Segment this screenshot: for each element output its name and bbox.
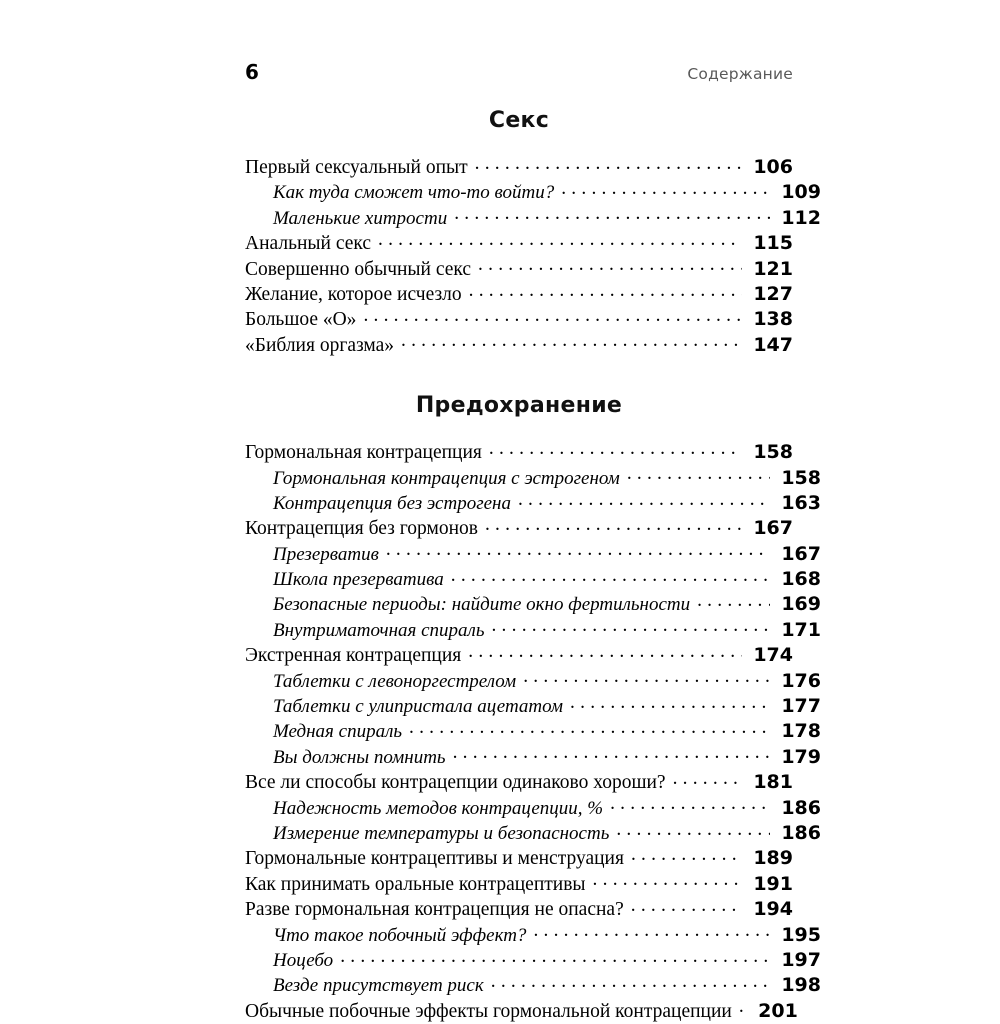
toc-entry-label: Обычные побочные эффекты гормональной контрацепции xyxy=(245,1000,732,1022)
dot-leader xyxy=(386,541,770,560)
toc-entry-page-number: 191 xyxy=(753,872,793,895)
dot-leader xyxy=(451,566,770,585)
toc-entry-label: Надежность методов контрацепции, % xyxy=(273,797,604,819)
dot-leader xyxy=(469,281,742,300)
toc-entry[interactable] xyxy=(245,332,793,357)
toc-entry-page-number: 171 xyxy=(781,618,821,641)
toc-entry-label: Внутриматочная спираль xyxy=(273,619,485,641)
toc-entry-page-number: 109 xyxy=(781,181,821,204)
dot-leader xyxy=(610,795,770,814)
dot-leader xyxy=(489,439,742,458)
toc-entry-label: Ноцебо xyxy=(273,949,334,971)
dot-leader xyxy=(631,845,742,864)
toc-entry[interactable] xyxy=(245,998,798,1023)
toc-entry-page-number: 158 xyxy=(781,466,821,489)
toc-entry-page-number: 163 xyxy=(781,491,821,514)
dot-leader xyxy=(593,871,742,890)
toc-entry-label: Анальный секс xyxy=(245,233,372,255)
toc-entry-label: Гормональная контрацепция с эстрогеном xyxy=(273,467,620,489)
toc-entry-page-number: 147 xyxy=(753,333,793,356)
toc-entry-page-number: 194 xyxy=(753,898,793,921)
dot-leader xyxy=(616,820,770,839)
dot-leader xyxy=(454,205,770,224)
toc-entry-page-number: 168 xyxy=(781,568,821,591)
toc-entry-label: Школа презерватива xyxy=(273,569,444,591)
toc-entry-page-number: 201 xyxy=(758,999,798,1022)
dot-leader xyxy=(475,154,742,173)
toc-body xyxy=(245,104,821,1023)
toc-entry-page-number: 186 xyxy=(781,796,821,819)
toc-entry-page-number: 189 xyxy=(753,847,793,870)
toc-entry-label: Таблетки с улипристала ацетатом xyxy=(273,696,564,718)
toc-entry-page-number: 186 xyxy=(781,821,821,844)
dot-leader xyxy=(491,617,770,636)
toc-entry-page-number: 158 xyxy=(753,441,793,464)
toc-entry-label: Совершенно обычный секс xyxy=(245,258,472,280)
dot-leader xyxy=(453,744,770,763)
dot-leader xyxy=(627,465,770,484)
toc-entry-label: Безопасные периоды: найдите окно фертильности xyxy=(273,594,691,616)
toc-entry-label: Разве гормональная контрацепция не опасна? xyxy=(245,899,624,921)
toc-entry-label: Большое «О» xyxy=(245,309,357,331)
toc-entry-label: Что такое побочный эффект? xyxy=(273,924,527,946)
dot-leader xyxy=(478,256,742,275)
dot-leader xyxy=(673,769,742,788)
toc-entry-page-number: 115 xyxy=(753,232,793,255)
toc-entry-label: Первый сексуальный опыт xyxy=(245,157,468,178)
page-number: 6 xyxy=(245,60,259,84)
toc-entry-page-number: 195 xyxy=(781,923,821,946)
toc-entry-label: Медная спираль xyxy=(273,721,403,743)
dot-leader xyxy=(378,230,742,249)
toc-entry-page-number: 174 xyxy=(753,644,793,667)
running-head-title: Содержание xyxy=(687,65,793,83)
dot-leader xyxy=(491,972,770,991)
dot-leader xyxy=(739,998,747,1017)
toc-entry-page-number: 127 xyxy=(753,282,793,305)
toc-entry-page-number: 169 xyxy=(781,593,821,616)
toc-entry-page-number: 197 xyxy=(781,948,821,971)
toc-entry-page-number: 178 xyxy=(781,720,821,743)
toc-entry-page-number: 121 xyxy=(753,257,793,280)
toc-entry-label: Контрацепция без эстрогена xyxy=(273,492,511,514)
dot-leader xyxy=(533,922,770,941)
toc-entry-label: Таблетки с левоноргестрелом xyxy=(273,670,517,692)
toc-entry-label: Как туда сможет что-то войти? xyxy=(273,182,555,204)
toc-entry-label: Гормональные контрацептивы и менструация xyxy=(245,848,624,870)
section-heading: Предохранение xyxy=(415,393,623,419)
dot-leader xyxy=(409,718,770,737)
toc-entry-label: «Библия оргазма» xyxy=(245,334,395,356)
toc-entry-label: Измерение температуры и безопасность xyxy=(273,822,610,844)
toc-entry-page-number: 176 xyxy=(781,669,821,692)
toc-entry-label: Гормональная контрацепция xyxy=(245,442,482,464)
dot-leader xyxy=(631,896,742,915)
toc-entry-page-number: 106 xyxy=(753,156,793,178)
toc-entry-label: Маленькие хитрости xyxy=(273,207,448,229)
toc-entry-label: Вы должны помнить xyxy=(273,746,446,768)
toc-entry-label: Презерватив xyxy=(273,543,379,565)
toc-entry-label: Везде присутствует риск xyxy=(273,975,484,997)
dot-leader xyxy=(401,332,742,351)
toc-entry-page-number: 177 xyxy=(781,695,821,718)
toc-entry-label: Желание, которое исчезло xyxy=(245,283,462,305)
dot-leader xyxy=(518,490,770,509)
dot-leader xyxy=(468,642,742,661)
running-head xyxy=(245,62,793,90)
toc-entry-page-number: 167 xyxy=(781,542,821,565)
toc-entry-page-number: 167 xyxy=(753,517,793,540)
toc-entry-page-number: 198 xyxy=(781,974,821,997)
toc-entry-page-number: 179 xyxy=(781,745,821,768)
dot-leader xyxy=(340,947,770,966)
dot-leader xyxy=(561,179,770,198)
dot-leader xyxy=(523,668,770,687)
toc-entry-label: Контрацепция без гормонов xyxy=(245,518,478,540)
toc-entry-page-number: 181 xyxy=(753,771,793,794)
dot-leader xyxy=(570,693,770,712)
dot-leader xyxy=(697,591,770,610)
toc-entry-page-number: 112 xyxy=(781,206,821,229)
toc-entry-label: Как принимать оральные контрацептивы xyxy=(245,873,586,895)
dot-leader xyxy=(363,306,742,325)
toc-entry-label: Экстренная контрацепция xyxy=(245,645,462,667)
toc-entry-page-number: 138 xyxy=(753,308,793,331)
dot-leader xyxy=(485,515,742,534)
section-heading: Секс xyxy=(488,108,550,133)
toc-entry-label: Все ли способы контрацепции одинаково хороши? xyxy=(245,772,666,794)
toc-entry[interactable] xyxy=(245,972,821,997)
